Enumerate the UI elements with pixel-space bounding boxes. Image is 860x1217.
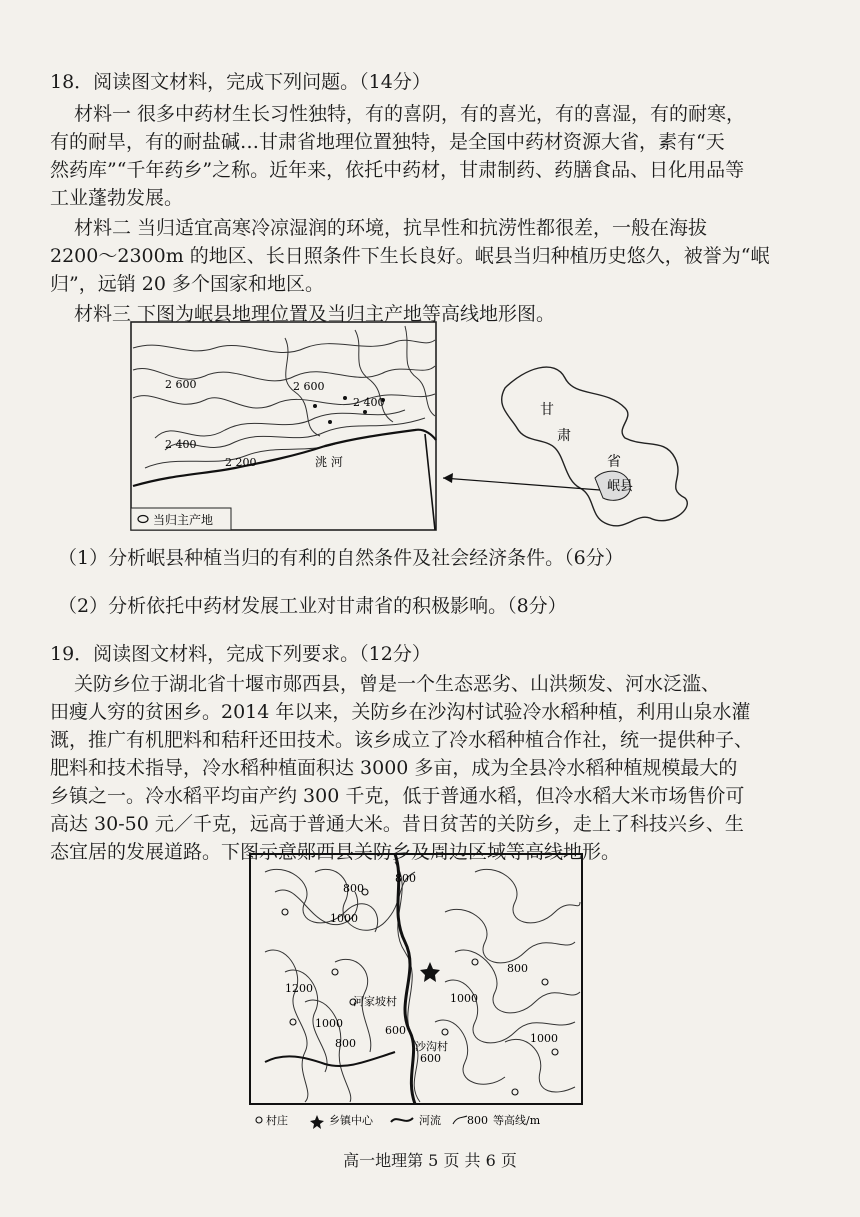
- q18-m2-line2: 2200～2300m 的地区、长日照条件下生长良好。岷县当归种植历史悠久，被誉为“岷: [50, 245, 770, 267]
- q19-legend-river-symbol: [391, 1118, 413, 1122]
- q18-province-char: 甘: [540, 402, 554, 418]
- q19-contour-label: 1200: [285, 982, 313, 995]
- q18-contour-label: 2 200: [225, 456, 257, 469]
- q19-body-line3: 溉，推广有机肥料和秸秆还田技术。该乡成立了冷水稻种植合作社，统一提供种子、: [50, 729, 754, 751]
- q18-province-outline: [502, 367, 688, 526]
- q18-contour-label: 2 400: [165, 438, 197, 451]
- q19-legend-village-symbol: [256, 1117, 262, 1123]
- q18-arrow-line: [443, 478, 600, 490]
- q19-body-line4: 肥料和技术指导，冷水稻种植面积达 3000 多亩，成为全县冷水稻种植规模最大的: [50, 757, 738, 779]
- q19-contour-label: 1000: [530, 1032, 558, 1045]
- q19-body-line7: 态宜居的发展道路。下图示意郧西县关防乡及周边区域等高线地形。: [50, 841, 621, 863]
- q19-village-label: 沙沟村: [415, 1040, 448, 1053]
- q19-figure: [245, 852, 590, 1134]
- q18-contour-label: 2 600: [293, 380, 325, 393]
- q19-contour-label: 1000: [315, 1017, 343, 1030]
- q19-legend: [256, 1113, 541, 1129]
- q19-contour-label: 800: [507, 962, 528, 975]
- q18-province-char: 省: [607, 454, 621, 470]
- q18-m1-line3: 然药库”“千年药乡”之称。近年来，依托中药材，甘肃制药、药膳食品、日化用品等: [50, 159, 745, 181]
- q18-arrow-head: [443, 473, 453, 483]
- q19-contour-label: 600: [385, 1024, 406, 1037]
- q18-m1-line1: 材料一 很多中药材生长习性独特，有的喜阴，有的喜光，有的喜湿，有的耐寒，: [74, 103, 746, 125]
- q19-contour-label: 800: [335, 1037, 356, 1050]
- q18-county-label: 岷县: [607, 479, 634, 494]
- q19-legend-village: 村庄: [266, 1114, 288, 1127]
- q19-map-frame: [250, 854, 582, 1104]
- q18-contour-label: 2 600: [165, 378, 197, 391]
- q18-province-char: 肃: [557, 428, 571, 444]
- q19-contour-label: 800: [343, 882, 364, 895]
- q18-m2-line1: 材料二 当归适宜高寒冷凉湿润的环境，抗旱性和抗涝性都很差，一般在海拔: [74, 217, 708, 239]
- q18-map-svg: [125, 318, 715, 543]
- q18-contour-label: 2 400: [353, 396, 385, 409]
- q18-title: 18．阅读图文材料，完成下列问题。（14分）: [50, 71, 431, 93]
- q19-body-line5: 乡镇之一。冷水稻平均亩产约 300 千克，低于普通水稻，但冷水稻大米市场售价可: [50, 785, 745, 807]
- q18-sub1: （1）分析岷县种植当归的有利的自然条件及社会经济条件。（6分）: [58, 547, 624, 569]
- q19-legend-contour-symbol: [453, 1116, 467, 1124]
- q18-m2-line3: 归”，远销 20 多个国家和地区。: [50, 273, 324, 295]
- q18-m1-line2: 有的耐旱，有的耐盐碱…甘肃省地理位置独特，是全国中药材资源大省，素有“天: [50, 131, 725, 153]
- q19-legend-contour: 等高线/m: [493, 1114, 541, 1127]
- q19-legend-river: 河流: [419, 1114, 441, 1127]
- q19-legend-contour-value: 800: [467, 1114, 488, 1127]
- q19-town-center-star: [420, 962, 440, 982]
- q18-legend-text: 当归主产地: [153, 513, 214, 527]
- q18-sub2: （2）分析依托中药材发展工业对甘肃省的积极影响。（8分）: [58, 595, 567, 617]
- q18-river-branch: [425, 434, 435, 530]
- q19-legend-center: 乡镇中心: [329, 1114, 373, 1127]
- q18-map-frame: [131, 322, 436, 530]
- q19-title: 19．阅读图文材料，完成下列要求。（12分）: [50, 643, 431, 665]
- q18-river-label: 洮 河: [315, 455, 343, 469]
- q18-m1-line4: 工业蓬勃发展。: [50, 187, 184, 209]
- q19-contour-label: 600: [420, 1052, 441, 1065]
- q18-m3: 材料三 下图为岷县地理位置及当归主产地等高线地形图。: [74, 303, 556, 325]
- page-footer: 高一地理第 5 页 共 6 页: [343, 1151, 517, 1170]
- q19-contour-label: 1000: [450, 992, 478, 1005]
- q18-figure: [125, 318, 715, 543]
- q19-contour-label: 1000: [330, 912, 358, 925]
- q19-body-line6: 高达 30-50 元／千克，远高于普通大米。昔日贫苦的关防乡，走上了科技兴乡、生: [50, 813, 744, 835]
- q19-legend-center-symbol: [310, 1115, 324, 1129]
- q19-body-line2: 田瘦人穷的贫困乡。2014 年以来，关防乡在沙沟村试验冷水稻种植，利用山泉水灌: [50, 701, 751, 723]
- q19-river-branch: [265, 1052, 395, 1066]
- q19-village-label: 河家坡村: [353, 995, 397, 1008]
- q19-contour-label: 800: [395, 872, 416, 885]
- q19-body-line1: 关防乡位于湖北省十堰市郧西县，曾是一个生态恶劣、山洪频发、河水泛滥、: [74, 673, 721, 695]
- q19-map-svg: [245, 852, 590, 1134]
